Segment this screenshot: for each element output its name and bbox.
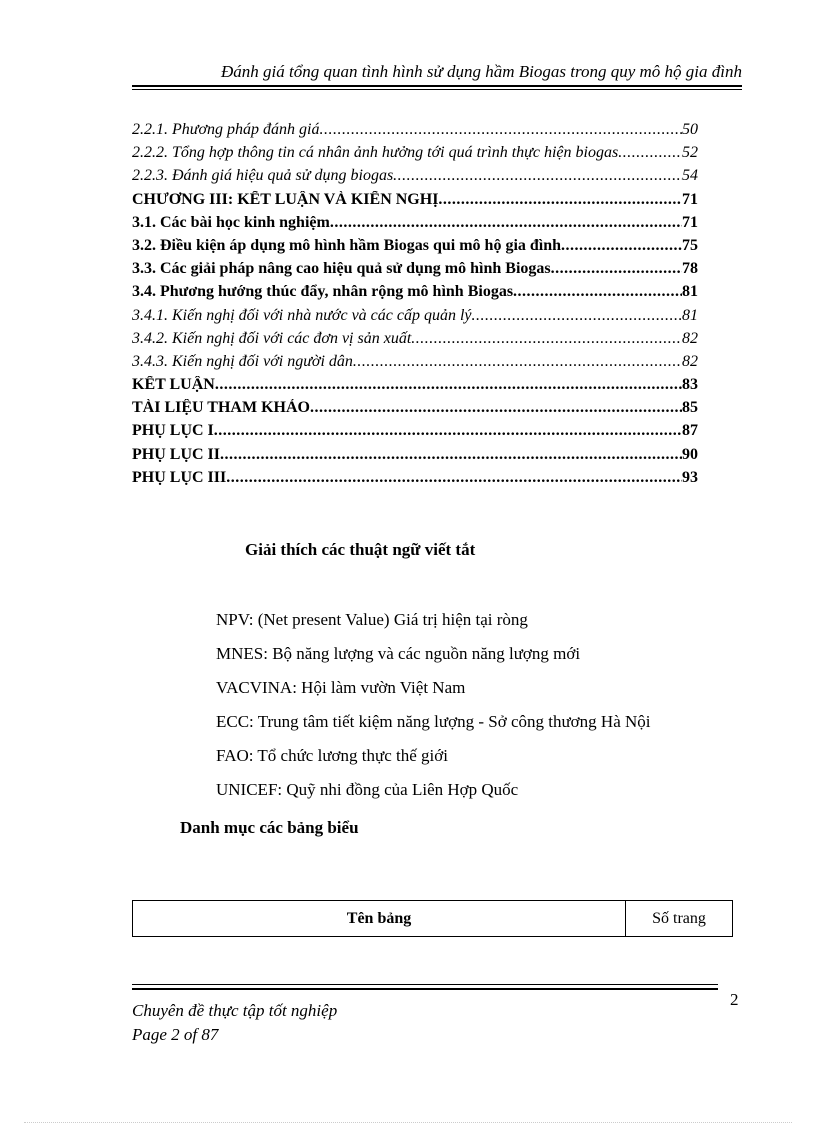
footer-rule: [132, 988, 718, 990]
tables-list-title: Danh mục các bảng biểu: [180, 818, 359, 837]
abbreviation-item: ECC: Trung tâm tiết kiệm năng lượng - Sở công thương Hà Nội: [216, 712, 651, 731]
toc-entry-title: PHỤ LỤC III: [132, 468, 227, 486]
toc-entry[interactable]: [132, 399, 698, 422]
toc-entry[interactable]: [132, 260, 698, 283]
toc-leader-dots: [310, 399, 682, 417]
toc-entry-title: 2.2.1. Phương pháp đánh giá: [132, 121, 320, 138]
toc-leader-dots: [330, 214, 682, 232]
toc-leader-dots: [353, 353, 682, 371]
toc-leader-dots: [215, 376, 682, 394]
toc-entry[interactable]: [132, 422, 698, 445]
tables-list-table: [132, 900, 733, 937]
toc-entry-title: TÀI LIỆU THAM KHẢO: [132, 399, 310, 417]
abbreviation-item: UNICEF: Quỹ nhi đồng của Liên Hợp Quốc: [216, 780, 519, 799]
toc-entry-page: 54: [682, 167, 698, 185]
toc-entry-title: 2.2.2. Tổng hợp thông tin cá nhân ảnh hưởng tới quá trình thực hiện biogas: [132, 144, 619, 162]
toc-leader-dots: [319, 121, 682, 139]
toc-entry-page: 75: [682, 236, 698, 254]
header-rule: [132, 85, 742, 87]
header-title: Đánh giá tổng quan tình hình sử dụng hầm Biogas trong quy mô hộ gia đình: [220, 62, 742, 81]
toc-entry[interactable]: [132, 144, 698, 167]
toc-entry[interactable]: [132, 214, 698, 237]
toc-entry[interactable]: [132, 167, 698, 190]
toc-entry[interactable]: [132, 446, 698, 469]
page-header: [132, 60, 742, 90]
column-header-name: Tên bảng: [133, 901, 626, 937]
column-header-page: Số trang: [626, 901, 733, 937]
footer-rule-thin: [132, 984, 718, 985]
toc-entry-title: PHỤ LỤC I: [132, 422, 214, 440]
abbreviation-item: NPV: (Net present Value) Giá trị hiện tại ròng: [216, 610, 528, 629]
toc-entry-page: 50: [682, 121, 698, 138]
toc-leader-dots: [513, 283, 682, 301]
abbreviations-title: Giải thích các thuật ngữ viết tắt: [245, 540, 476, 559]
toc-entry-title: 3.3. Các giải pháp nâng cao hiệu quả sử dụng mô hình Biogas: [132, 260, 551, 278]
toc-entry-title: CHƯƠNG III: KẾT LUẬN VÀ KIẾN NGHỊ: [132, 190, 439, 208]
toc-entry[interactable]: [132, 376, 698, 399]
toc-entry-page: 81: [682, 306, 698, 324]
toc-entry[interactable]: [132, 121, 698, 144]
toc-leader-dots: [472, 307, 682, 325]
toc-entry-page: 90: [682, 445, 698, 463]
toc-entry-title: 3.4.2. Kiến nghị đối với các đơn vị sản xuất: [132, 329, 412, 347]
toc-entry-page: 93: [682, 468, 698, 486]
toc-leader-dots: [551, 260, 682, 278]
toc-entry-title: 3.4.3. Kiến nghị đối với người dân: [132, 352, 353, 370]
page-number: 2: [730, 990, 739, 1009]
toc-leader-dots: [226, 469, 682, 487]
toc-entry-title: PHỤ LỤC II: [132, 445, 221, 463]
toc-entry-title: 3.4. Phương hướng thúc đẩy, nhân rộng mô hình Biogas: [132, 283, 514, 301]
toc-entry[interactable]: [132, 330, 698, 353]
toc-entry-page: 83: [682, 376, 698, 394]
toc-entry-page: 82: [682, 329, 698, 347]
footer-page-count: Page 2 of 87: [132, 1025, 219, 1044]
toc-entry-title: KẾT LUẬN: [132, 376, 215, 394]
page-footer: [132, 999, 337, 1047]
toc-entry[interactable]: [132, 353, 698, 376]
abbreviation-item: MNES: Bộ năng lượng và các nguồn năng lượng mới: [216, 644, 581, 663]
toc-leader-dots: [618, 144, 682, 162]
toc-leader-dots: [438, 191, 682, 209]
abbreviations-list: [216, 610, 651, 814]
toc-leader-dots: [411, 330, 682, 348]
toc-leader-dots: [220, 446, 682, 464]
toc-entry-page: 71: [682, 190, 698, 208]
toc-entry[interactable]: [132, 307, 698, 330]
toc-entry[interactable]: [132, 469, 698, 492]
abbreviation-item: VACVINA: Hội làm vườn Việt Nam: [216, 678, 466, 697]
abbreviation-item: FAO: Tổ chức lương thực thế giới: [216, 746, 448, 765]
toc-entry-title: 2.2.3. Đánh giá hiệu quả sử dụng biogas: [132, 167, 394, 185]
toc-entry-page: 52: [682, 144, 698, 162]
table-header-row: [133, 901, 733, 937]
toc-entry-page: 85: [682, 399, 698, 417]
toc-leader-dots: [393, 167, 682, 185]
toc-entry[interactable]: [132, 283, 698, 306]
toc-leader-dots: [214, 422, 682, 440]
toc-entry-page: 78: [682, 260, 698, 278]
table-of-contents: [132, 121, 698, 492]
toc-entry-page: 81: [682, 283, 698, 301]
toc-leader-dots: [561, 237, 682, 255]
toc-entry-page: 82: [682, 352, 698, 370]
toc-entry[interactable]: [132, 191, 698, 214]
toc-entry-title: 3.2. Điều kiện áp dụng mô hình hầm Biogas qui mô hộ gia đình: [132, 236, 562, 254]
toc-entry-title: 3.4.1. Kiến nghị đối với nhà nước và các cấp quản lý: [132, 306, 472, 324]
toc-entry-page: 71: [682, 213, 698, 231]
toc-entry-page: 87: [682, 422, 698, 440]
toc-entry[interactable]: [132, 237, 698, 260]
header-rule-thin: [132, 89, 742, 90]
footer-document-type: Chuyên đề thực tập tốt nghiệp: [132, 1001, 338, 1020]
toc-entry-title: 3.1. Các bài học kinh nghiệm: [132, 213, 330, 231]
